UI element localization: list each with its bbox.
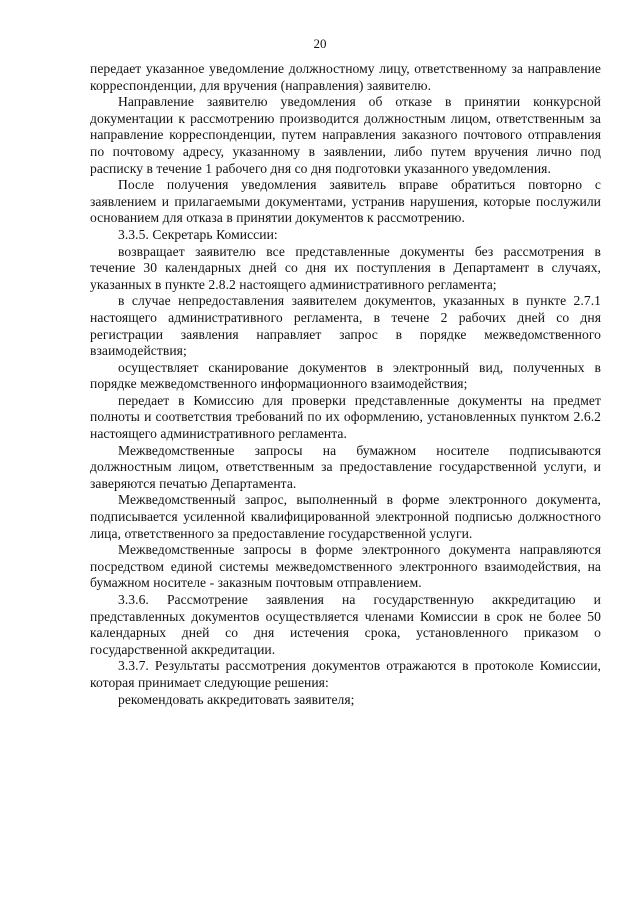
list-item: возвращает заявителю все представленные документы без рассмотрения в течение 30 календарных дней со дня их поступления в Департамент в случаях, указанных в пункте 2.8.2 настоящего административного регламента; — [90, 243, 601, 292]
paragraph: 3.3.6. Рассмотрение заявления на государственную аккредитацию и представленных документов осуществляется членами Комиссии в срок не более 50 календарных дней со дня истечения срока, установленного приказом о государственной аккредитации. — [90, 592, 601, 657]
list-item: в случае непредоставления заявителем документов, указанных в пункте 2.7.1 настоящего административного регламента, в течене 2 рабочих дней со дня регистрации заявления направляет запрос в порядке межведомственного взаимодействия; — [90, 293, 601, 359]
paragraph: Межведомственный запрос, выполненный в форме электронного документа, подписывается усиленной квалифицированной электронной подписью должностного лица, ответственного за предоставление государственной услуги. — [90, 492, 601, 541]
paragraph: Межведомственные запросы на бумажном носителе подписываются должностным лицом, ответственным за предоставление государственной услуги, и заверяются печатью Департамента. — [90, 442, 601, 491]
list-item: рекомендовать аккредитовать заявителя; — [118, 691, 355, 707]
paragraph: передает указанное уведомление должностному лицу, ответственному за направление корреспонденции, для вручения (направления) заявителю. — [90, 61, 601, 93]
page-number: 20 — [313, 36, 327, 51]
section-heading: 3.3.5. Секретарь Комиссии: — [118, 226, 278, 242]
paragraph: После получения уведомления заявитель вправе обратиться повторно с заявлением и прилагаемыми документами, устранив нарушения, которые послужили основанием для отказа в принятии документов к рассмотрению. — [90, 177, 601, 226]
paragraph: Межведомственные запросы в форме электронного документа направляются посредством единой системы межведомственного электронного взаимодействия, на бумажном носителе - заказным почтовым отправлением. — [90, 542, 601, 591]
paragraph: Направление заявителю уведомления об отказе в принятии конкурсной документации к рассмотрению производится должностным лицом, ответственным за направление корреспонденции, путем направления заказного почтового отправления по почтовому адресу, указанному в заявлении, либо путем вручения лично под расписку в течение 1 рабочего дня со дня подготовки указанного уведомления. — [90, 94, 601, 176]
list-item: передает в Комиссию для проверки представленные документы на предмет полноты и соответствия требований по их оформлению, установленных пунктом 2.6.2 настоящего административного регламента. — [90, 392, 601, 442]
list-item: осуществляет сканирование документов в электронный вид, полученных в порядке межведомственного информационного взаимодействия; — [90, 359, 601, 392]
paragraph: 3.3.7. Результаты рассмотрения документов отражаются в протоколе Комиссии, которая принимает следующие решения: — [90, 658, 601, 690]
document-body — [90, 61, 601, 708]
